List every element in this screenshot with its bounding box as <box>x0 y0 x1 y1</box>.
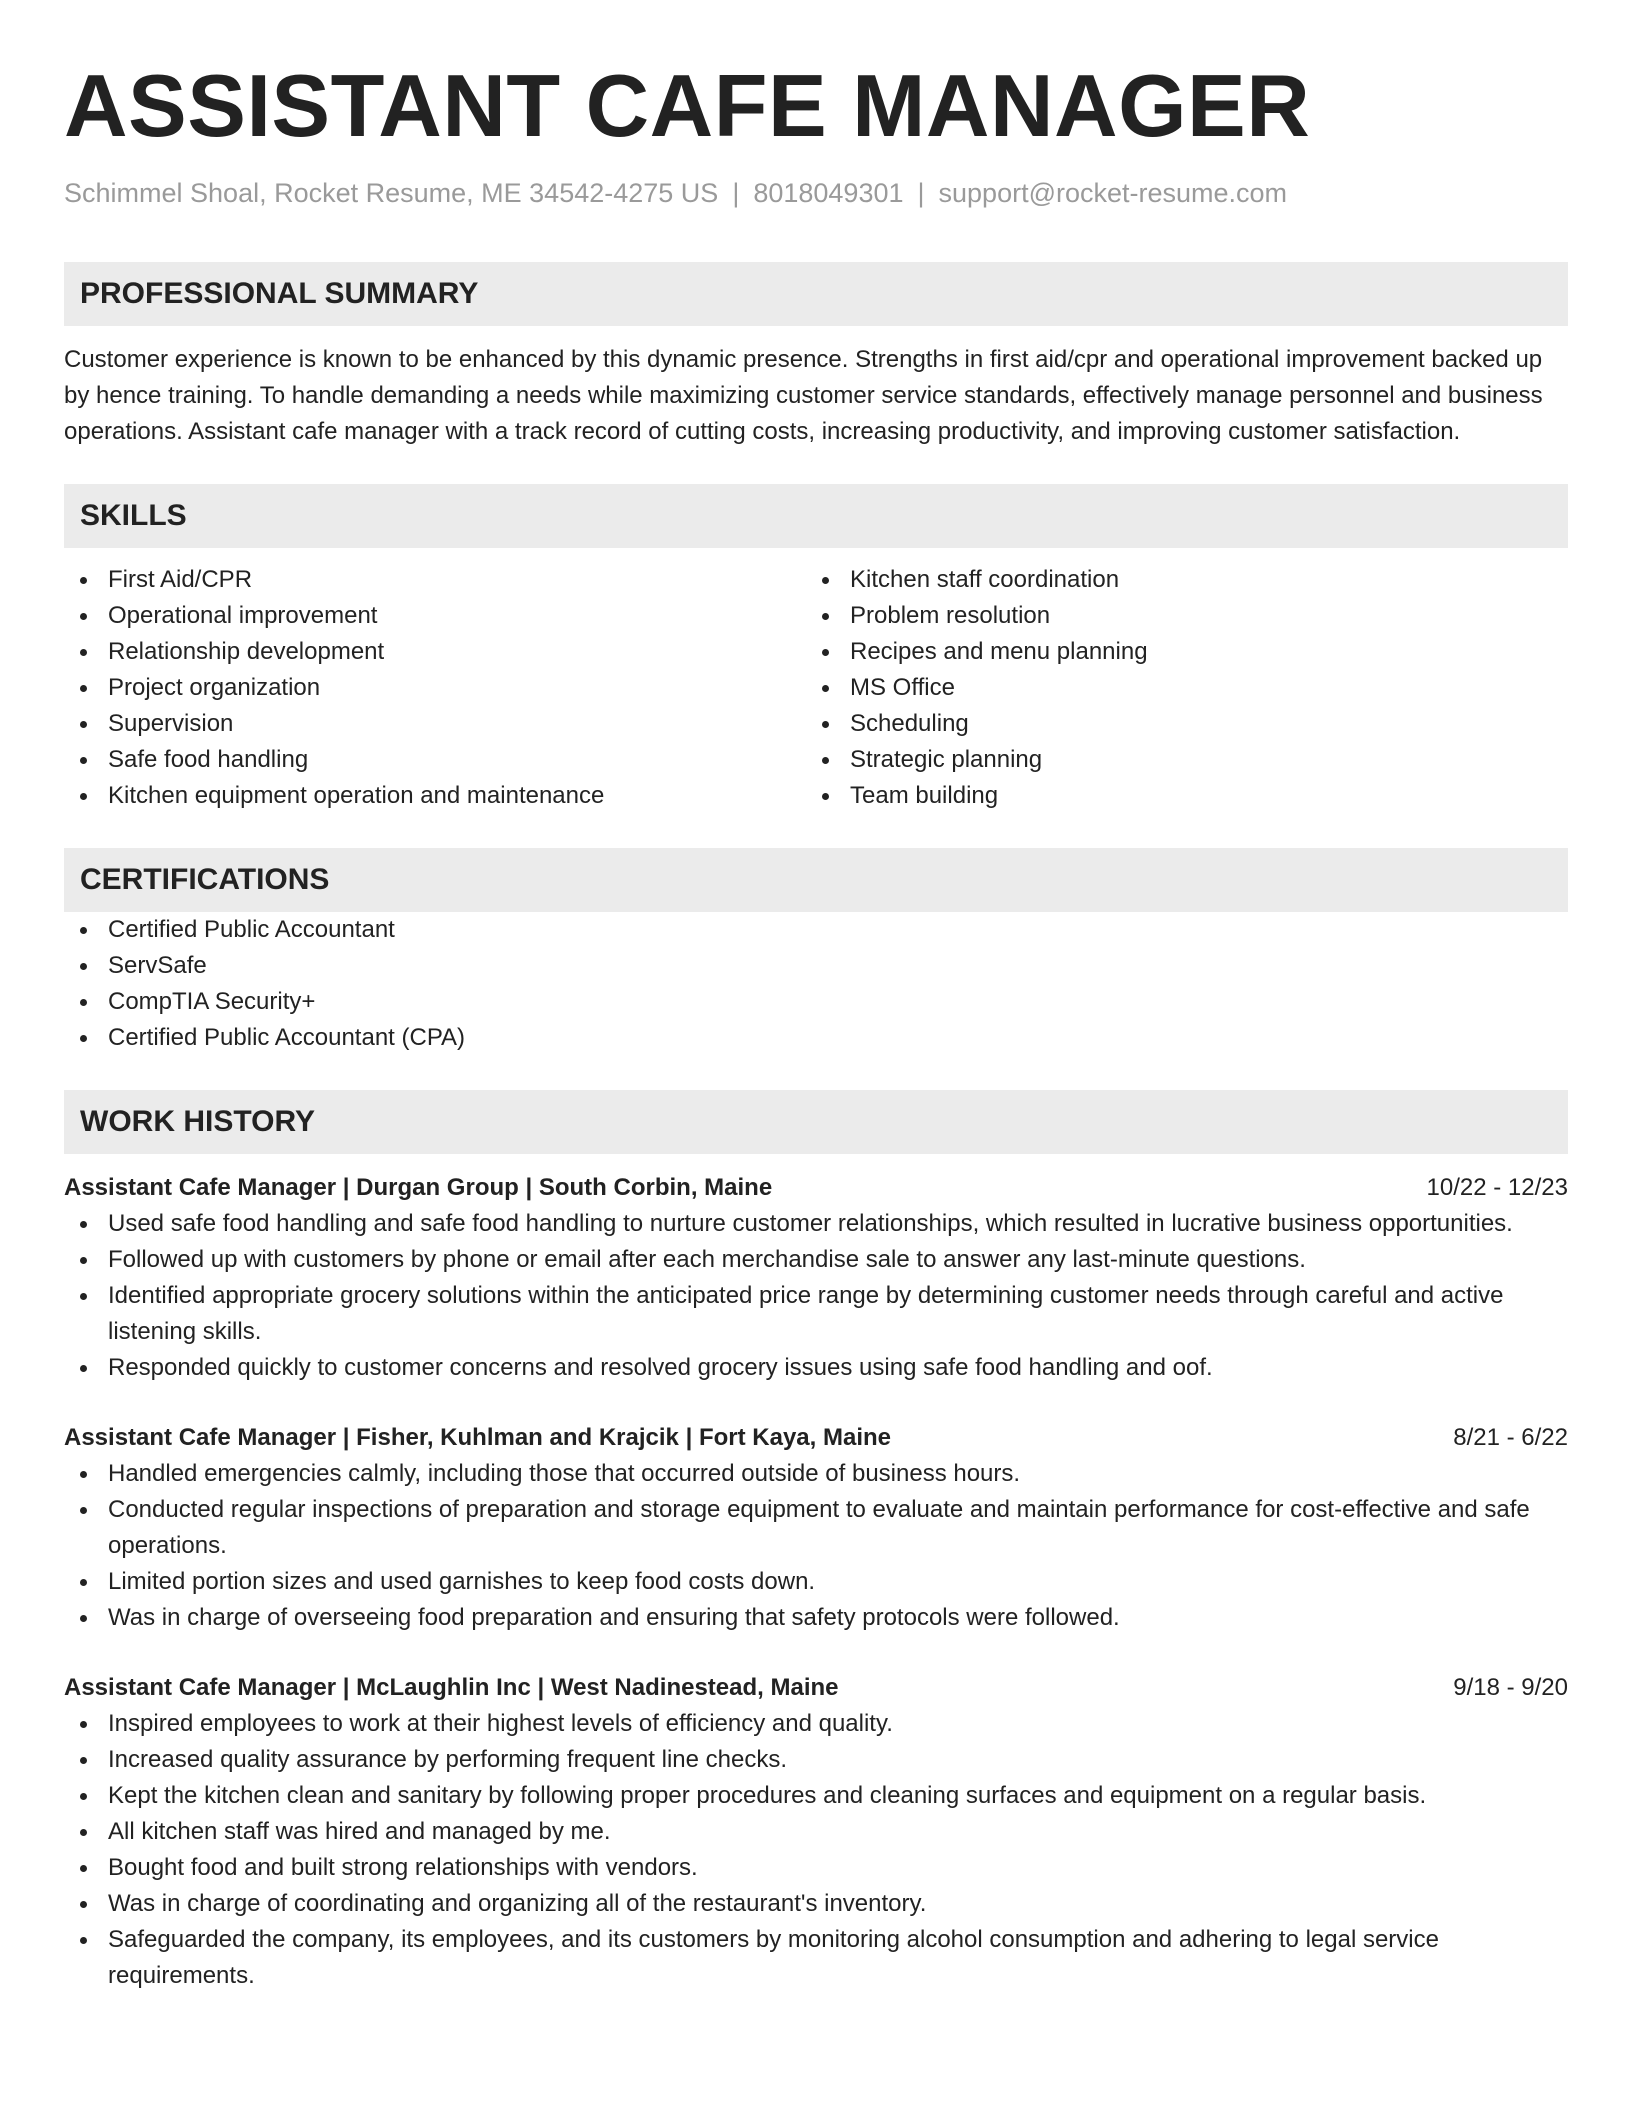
job-header <box>64 1670 1568 1706</box>
job-entry <box>64 1170 1568 1386</box>
job-duty: Followed up with customers by phone or email after each merchandise sale to answer any last-minute questions. <box>64 1242 1568 1278</box>
job-duty: Handled emergencies calmly, including those that occurred outside of business hours. <box>64 1456 1568 1492</box>
resume-title: ASSISTANT CAFE MANAGER <box>64 56 1311 155</box>
job-duties-list <box>64 1706 1568 1994</box>
skill-item: Recipes and menu planning <box>806 634 1548 670</box>
skill-item: MS Office <box>806 670 1548 706</box>
job-title: Assistant Cafe Manager | Durgan Group | South Corbin, Maine <box>64 1174 773 1201</box>
job-duty: Bought food and built strong relationships with vendors. <box>64 1850 1568 1886</box>
skill-item: Safe food handling <box>64 742 806 778</box>
work-history-section <box>64 1090 1568 1994</box>
summary-text: Customer experience is known to be enhanced by this dynamic presence. Strengths in first aid/cpr and operational improvement backed up by hence training. To handle demanding a needs while maximizing customer service standards, effectively manage personnel and business operations. Assistant cafe manager with a track record of cutting costs, increasing productivity, and improving customer satisfaction. <box>64 346 1543 445</box>
job-entry <box>64 1420 1568 1636</box>
job-dates: 10/22 - 12/23 <box>1426 1174 1568 1201</box>
job-duties-list <box>64 1456 1568 1636</box>
certification-item: Certified Public Accountant (CPA) <box>64 1020 1568 1056</box>
job-duty: All kitchen staff was hired and managed by me. <box>64 1814 1568 1850</box>
job-title: Assistant Cafe Manager | Fisher, Kuhlman and Krajcik | Fort Kaya, Maine <box>64 1424 891 1451</box>
certification-item: ServSafe <box>64 948 1568 984</box>
skills-section <box>64 484 1568 814</box>
skills-list-left <box>64 562 806 814</box>
skill-item: Relationship development <box>64 634 806 670</box>
skill-item: Team building <box>806 778 1548 814</box>
job-duty: Was in charge of coordinating and organizing all of the restaurant's inventory. <box>64 1886 1568 1922</box>
job-duty: Responded quickly to customer concerns and resolved grocery issues using safe food handling and oof. <box>64 1350 1568 1386</box>
certification-item: Certified Public Accountant <box>64 912 1568 948</box>
job-dates: 9/18 - 9/20 <box>1453 1674 1568 1701</box>
skill-item: Project organization <box>64 670 806 706</box>
skill-item: Kitchen staff coordination <box>806 562 1548 598</box>
job-duty: Kept the kitchen clean and sanitary by following proper procedures and cleaning surfaces and equipment on a regular basis. <box>64 1778 1568 1814</box>
job-duty: Inspired employees to work at their highest levels of efficiency and quality. <box>64 1706 1568 1742</box>
contact-separator: | <box>917 178 925 208</box>
job-duty: Conducted regular inspections of preparation and storage equipment to evaluate and maintain performance for cost-effective and safe operations. <box>64 1492 1568 1564</box>
job-duty: Safeguarded the company, its employees, and its customers by monitoring alcohol consumption and adhering to legal service requirements. <box>64 1922 1568 1994</box>
job-duty: Limited portion sizes and used garnishes to keep food costs down. <box>64 1564 1568 1600</box>
contact-phone: 8018049301 <box>753 178 904 208</box>
contact-email: support@rocket-resume.com <box>938 178 1288 208</box>
job-entry <box>64 1670 1568 1994</box>
skill-item: Problem resolution <box>806 598 1548 634</box>
certifications-section <box>64 848 1568 1056</box>
section-heading-work-history: WORK HISTORY <box>64 1090 1568 1154</box>
job-dates: 8/21 - 6/22 <box>1453 1424 1568 1451</box>
job-duties-list <box>64 1206 1568 1386</box>
skill-item: Strategic planning <box>806 742 1548 778</box>
section-heading-certifications: CERTIFICATIONS <box>64 848 1568 912</box>
job-duty: Identified appropriate grocery solutions within the anticipated price range by determining customer needs through careful and active listening skills. <box>64 1278 1568 1350</box>
skills-grid <box>64 562 1568 814</box>
section-heading-summary: PROFESSIONAL SUMMARY <box>64 262 1568 326</box>
certifications-list <box>64 912 1568 1056</box>
job-duty: Used safe food handling and safe food handling to nurture customer relationships, which resulted in lucrative business opportunities. <box>64 1206 1568 1242</box>
job-title: Assistant Cafe Manager | McLaughlin Inc | West Nadinestead, Maine <box>64 1674 839 1701</box>
skills-list-right <box>806 562 1548 814</box>
skill-item: Kitchen equipment operation and maintenance <box>64 778 806 814</box>
section-heading-skills: SKILLS <box>64 484 1568 548</box>
skill-item: First Aid/CPR <box>64 562 806 598</box>
skill-item: Operational improvement <box>64 598 806 634</box>
job-duty: Was in charge of overseeing food preparation and ensuring that safety protocols were followed. <box>64 1600 1568 1636</box>
contact-line <box>64 176 1568 210</box>
job-header <box>64 1170 1568 1206</box>
job-header <box>64 1420 1568 1456</box>
contact-separator: | <box>732 178 740 208</box>
contact-address: Schimmel Shoal, Rocket Resume, ME 34542-4275 US <box>64 178 719 208</box>
job-duty: Increased quality assurance by performing frequent line checks. <box>64 1742 1568 1778</box>
skill-item: Supervision <box>64 706 806 742</box>
skill-item: Scheduling <box>806 706 1548 742</box>
professional-summary-section <box>64 262 1568 450</box>
certification-item: CompTIA Security+ <box>64 984 1568 1020</box>
